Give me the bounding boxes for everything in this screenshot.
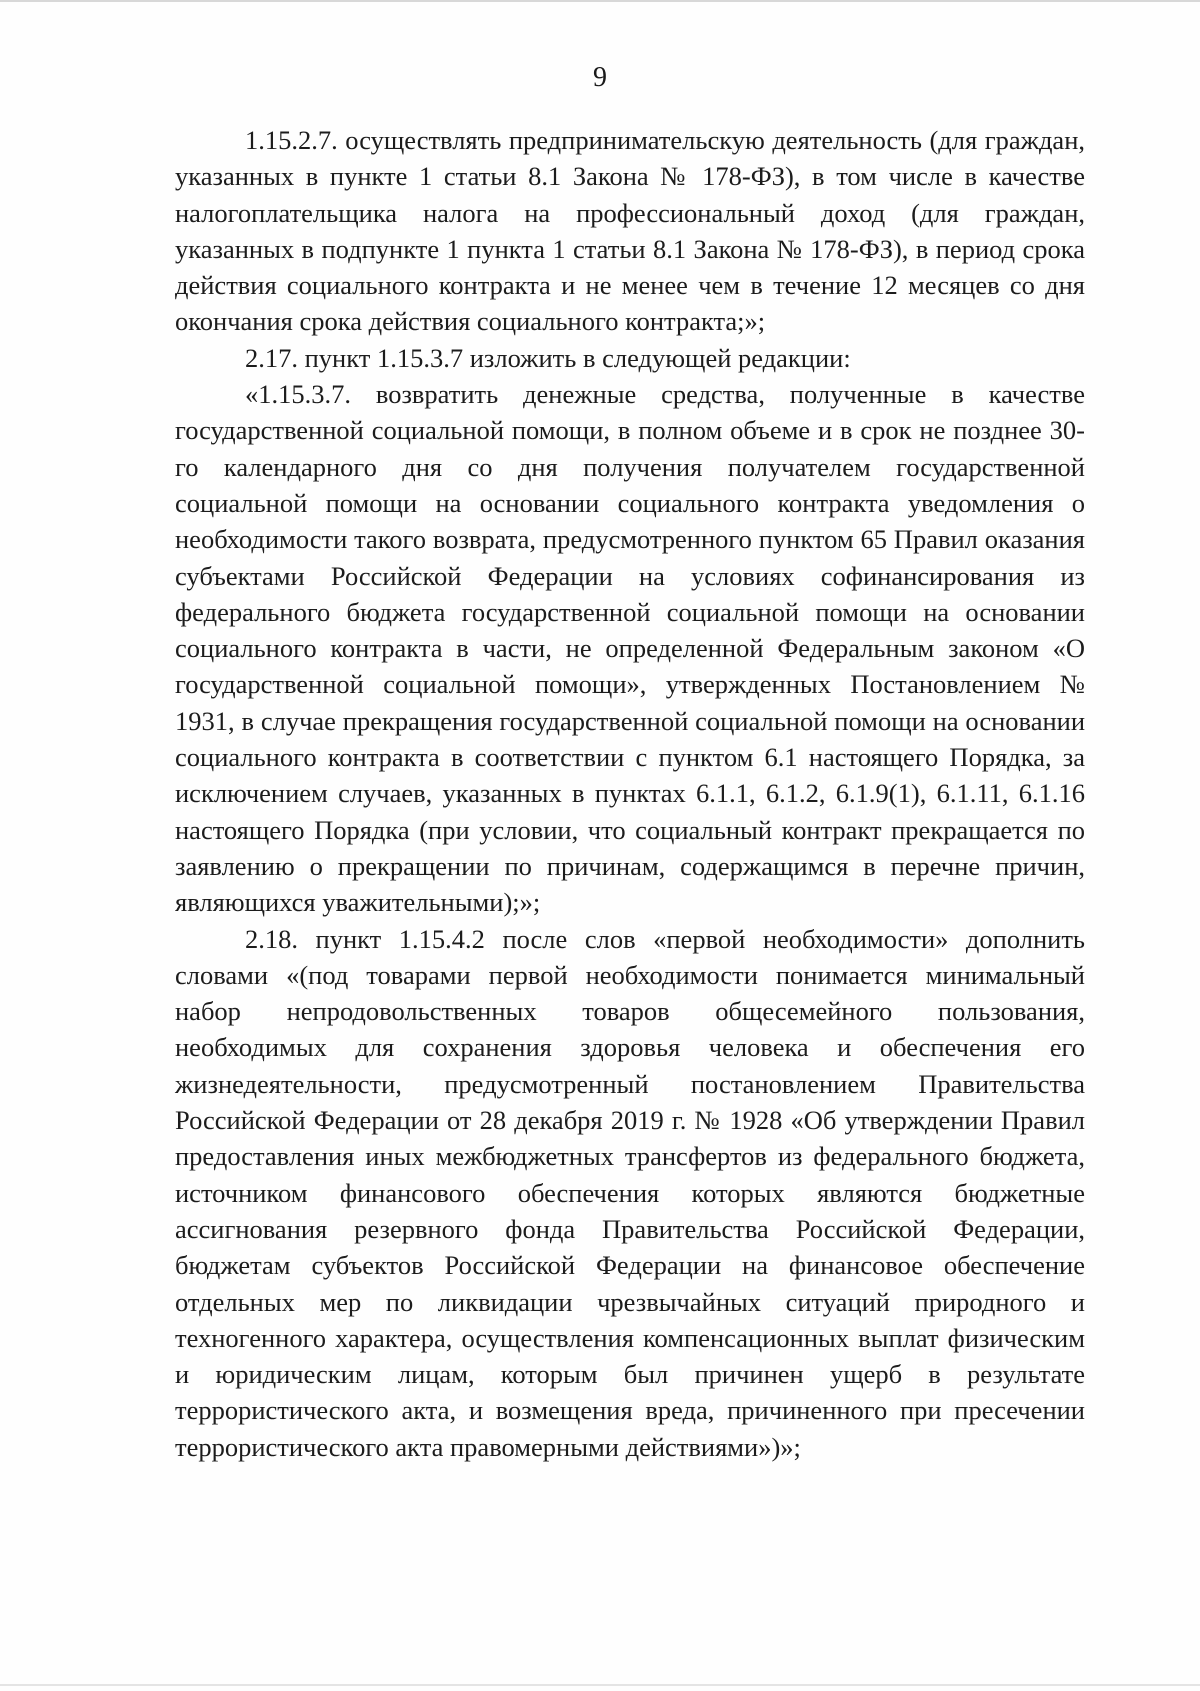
page-number: 9	[593, 62, 607, 93]
paragraph-2-17: 2.17. пункт 1.15.3.7 изложить в следующей редакции:	[245, 342, 851, 373]
paragraph-1-15-2-7: 1.15.2.7. осуществлять предпринимательскую деятельность (для граждан, указанных в пункте 1 статьи 8.1 Закона № 178-ФЗ), в том числе в качестве налогоплательщика налога на профессиональный доход (для граждан, указанных в подпункте 1 пункта 1 статьи 8.1 Закона № 178-ФЗ), в период срока действия социального контракта и не менее чем в течение 12 месяцев со дня окончания срока действия социального контракта;»;	[175, 125, 1085, 337]
scan-edge-top	[0, 0, 1200, 2]
paragraph-2-18: 2.18. пункт 1.15.4.2 после слов «первой необходимости» дополнить словами «(под товарами первой необходимости понимается минимальный набор непродовольственных товаров общесемейного пользования, необходимых для сохранения здоровья человека и обеспечения его жизнедеятельности, предусмотренный постановлением Правительства Российской Федерации от 28 декабря 2019 г. № 1928 «Об утверждении Правил предоставления иных межбюджетных трансфертов из федерального бюджета, источником финансового обеспечения которых являются бюджетные ассигнования резервного фонда Правительства Российской Федерации, бюджетам субъектов Российской Федерации на финансовое обеспечение отдельных мер по ликвидации чрезвычайных ситуаций природного и техногенного характера, осуществления компенсационных выплат физическим и юридическим лицам, которым был причинен ущерб в результате террористического акта, и возмещения вреда, причиненного при пресечении террористического акта правомерными действиями»)»;	[175, 923, 1085, 1462]
paragraph-1-15-3-7: «1.15.3.7. возвратить денежные средства, полученные в качестве государственной социальной помощи, в полном объеме и в срок не позднее 30-го календарного дня со дня получения получателем государственной социальной помощи на основании социального контракта уведомления о необходимости такого возврата, предусмотренного пунктом 65 Правил оказания субъектами Российской Федерации на условиях софинансирования из федерального бюджета государственной социальной помощи на основании социального контракта в части, не определенной Федеральным законом «О государственной социальной помощи», утвержденных Постановлением № 1931, в случае прекращения государственной социальной помощи на основании социального контракта в соответствии с пунктом 6.1 настоящего Порядка, за исключением случаев, указанных в пунктах 6.1.1, 6.1.2, 6.1.9(1), 6.1.11, 6.1.16 настоящего Порядка (при условии, что социальный контракт прекращается по заявлению о прекращении по причинам, содержащимся в перечне причин, являющихся уважительными);»;	[175, 379, 1085, 918]
document-body	[175, 122, 1085, 1465]
scan-edge-bottom	[0, 1684, 1200, 1686]
